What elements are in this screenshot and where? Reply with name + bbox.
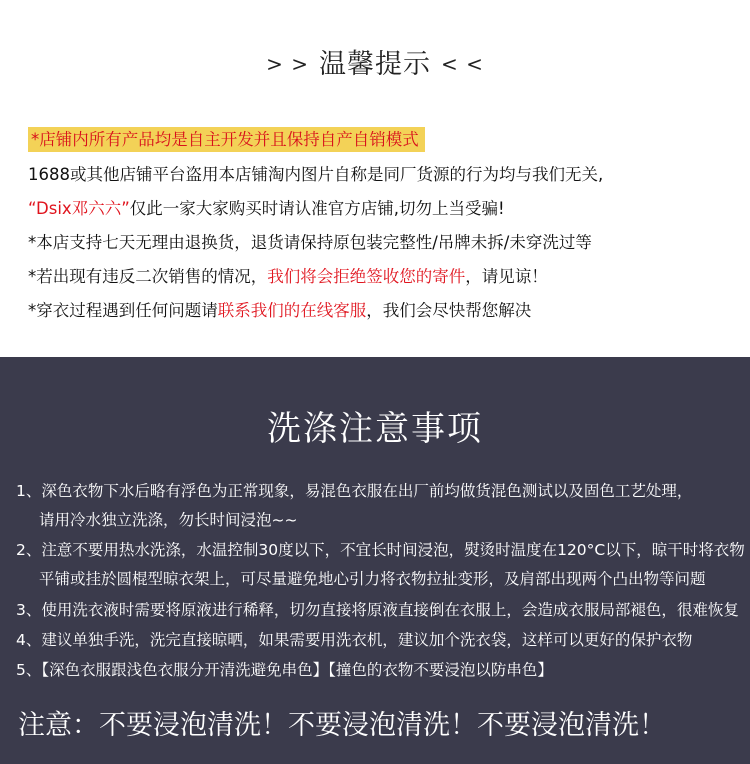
wash-item-1-line-1: 1、深色衣物下水后略有浮色为正常现象，易混色衣服在出厂前均做货混色测试以及固色工艺处理，: [16, 482, 693, 500]
support-red-text: 联系我们的在线客服: [217, 301, 367, 320]
official-store-text: 仅此一家大家购买时请认准官方店铺,切勿上当受骗!: [129, 199, 505, 218]
left-arrows: > >: [266, 52, 309, 76]
tip-line-piracy: 1688或其他店铺平台盗用本店铺淘内图片自称是同厂货源的行为均与我们无关,: [28, 165, 604, 184]
tip-line-self-operated: [28, 126, 425, 150]
support-text-start: *穿衣过程遇到任何问题请: [28, 301, 218, 320]
washing-title: 洗涤注意事项: [267, 409, 483, 449]
brand-name: “Dsix邓六六”: [28, 199, 130, 218]
highlighted-notice: *店铺内所有产品均是自主开发并且保持自产自销模式: [28, 127, 425, 152]
resale-text-start: *若出现有违反二次销售的情况，: [28, 267, 268, 286]
warm-tips-title: 温馨提示: [319, 49, 431, 80]
no-soak-warning: 注意：不要浸泡清洗！不要浸泡清洗！不要浸泡清洗！: [18, 710, 666, 741]
warm-tips-section: [0, 0, 750, 357]
tip-line-official-store: [28, 195, 505, 219]
wash-item-1-line-2: 请用冷水独立洗涤，勿长时间浸泡~~: [39, 511, 298, 529]
tip-line-returns: *本店支持七天无理由退换货，退货请保持原包装完整性/吊牌未拆/未穿洗过等: [28, 233, 592, 252]
wash-item-2-line-1: 2、注意不要用热水洗涤，水温控制30度以下，不宜长时间浸泡，熨烫时温度在120°C以下，晾干时将衣物: [16, 541, 745, 559]
tip-line-support: [28, 297, 531, 321]
wash-item-5: 5、【深色衣服跟浅色衣服分开清洗避免串色】【撞色的衣物不要浸泡以防串色】: [16, 661, 553, 679]
washing-instructions-section: [0, 357, 750, 764]
right-arrows: < <: [441, 52, 484, 76]
wash-item-4: 4、建议单独手洗，洗完直接晾晒，如果需要用洗衣机，建议加个洗衣袋，这样可以更好的保护衣物: [16, 631, 693, 649]
support-text-end: ，我们会尽快帮您解决: [366, 301, 532, 320]
wash-item-2-line-2: 平铺或挂於圆棍型晾衣架上，可尽量避免地心引力将衣物拉扯变形，及肩部出现两个凸出物等问题: [39, 570, 706, 588]
wash-item-3: 3、使用洗衣液时需要将原液进行稀释，切勿直接将原液直接倒在衣服上，会造成衣服局部褪色，很难恢复: [16, 601, 739, 619]
resale-text-end: ，请见谅！: [465, 267, 548, 286]
warm-tips-heading: [0, 42, 750, 81]
tip-line-resale: [28, 263, 548, 287]
resale-red-text: 我们将会拒绝签收您的寄件: [267, 267, 466, 286]
